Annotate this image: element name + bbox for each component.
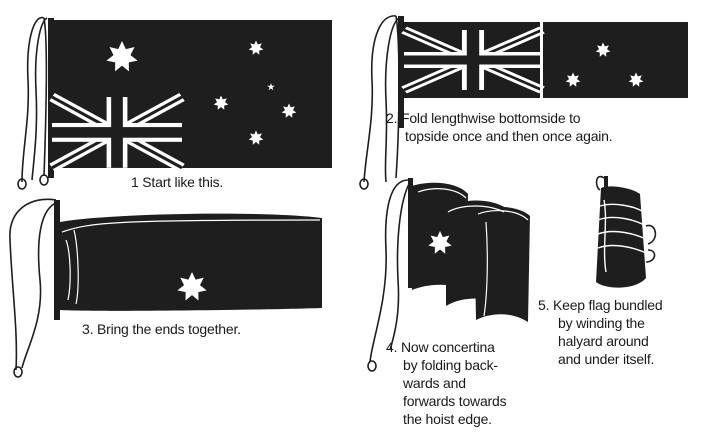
caption-line: 4. Now concertina — [386, 339, 495, 355]
step-2-caption — [386, 109, 612, 145]
halyard-rope-icon — [18, 18, 48, 189]
caption-line: 3. Bring the ends together. — [82, 321, 241, 337]
caption-line: 1 Start like this. — [131, 174, 224, 190]
step-1-caption — [131, 173, 223, 191]
caption-line: halyard around — [558, 333, 649, 349]
halyard-rope-icon — [360, 16, 399, 189]
hoist-edge — [54, 200, 60, 320]
step-3-illustration — [10, 199, 322, 377]
caption-line: 2. Fold lengthwise bottomside to — [386, 110, 581, 126]
caption-line: 5. Keep flag bundled — [538, 297, 663, 313]
step-5-caption — [538, 296, 662, 368]
caption-line: by folding back- — [403, 357, 498, 373]
flag-ends-together — [60, 214, 322, 311]
union-jack-icon — [52, 97, 182, 168]
step-2-illustration — [360, 16, 688, 189]
caption-line: wards and — [403, 375, 466, 391]
step-3-caption — [82, 320, 241, 338]
step-4-caption — [386, 338, 506, 428]
bundled-flag — [596, 186, 646, 287]
halyard-rope-icon — [10, 199, 58, 377]
concertina-fold — [474, 207, 530, 322]
caption-line: the hoist edge. — [403, 411, 492, 427]
caption-line: forwards towards — [403, 393, 507, 409]
caption-line: and under itself. — [558, 351, 655, 367]
step-1-illustration — [18, 18, 332, 189]
step-5-illustration — [596, 176, 655, 288]
caption-line: by winding the — [558, 315, 645, 331]
caption-line: topside once and then once again. — [405, 128, 613, 144]
union-jack-icon — [404, 30, 542, 90]
